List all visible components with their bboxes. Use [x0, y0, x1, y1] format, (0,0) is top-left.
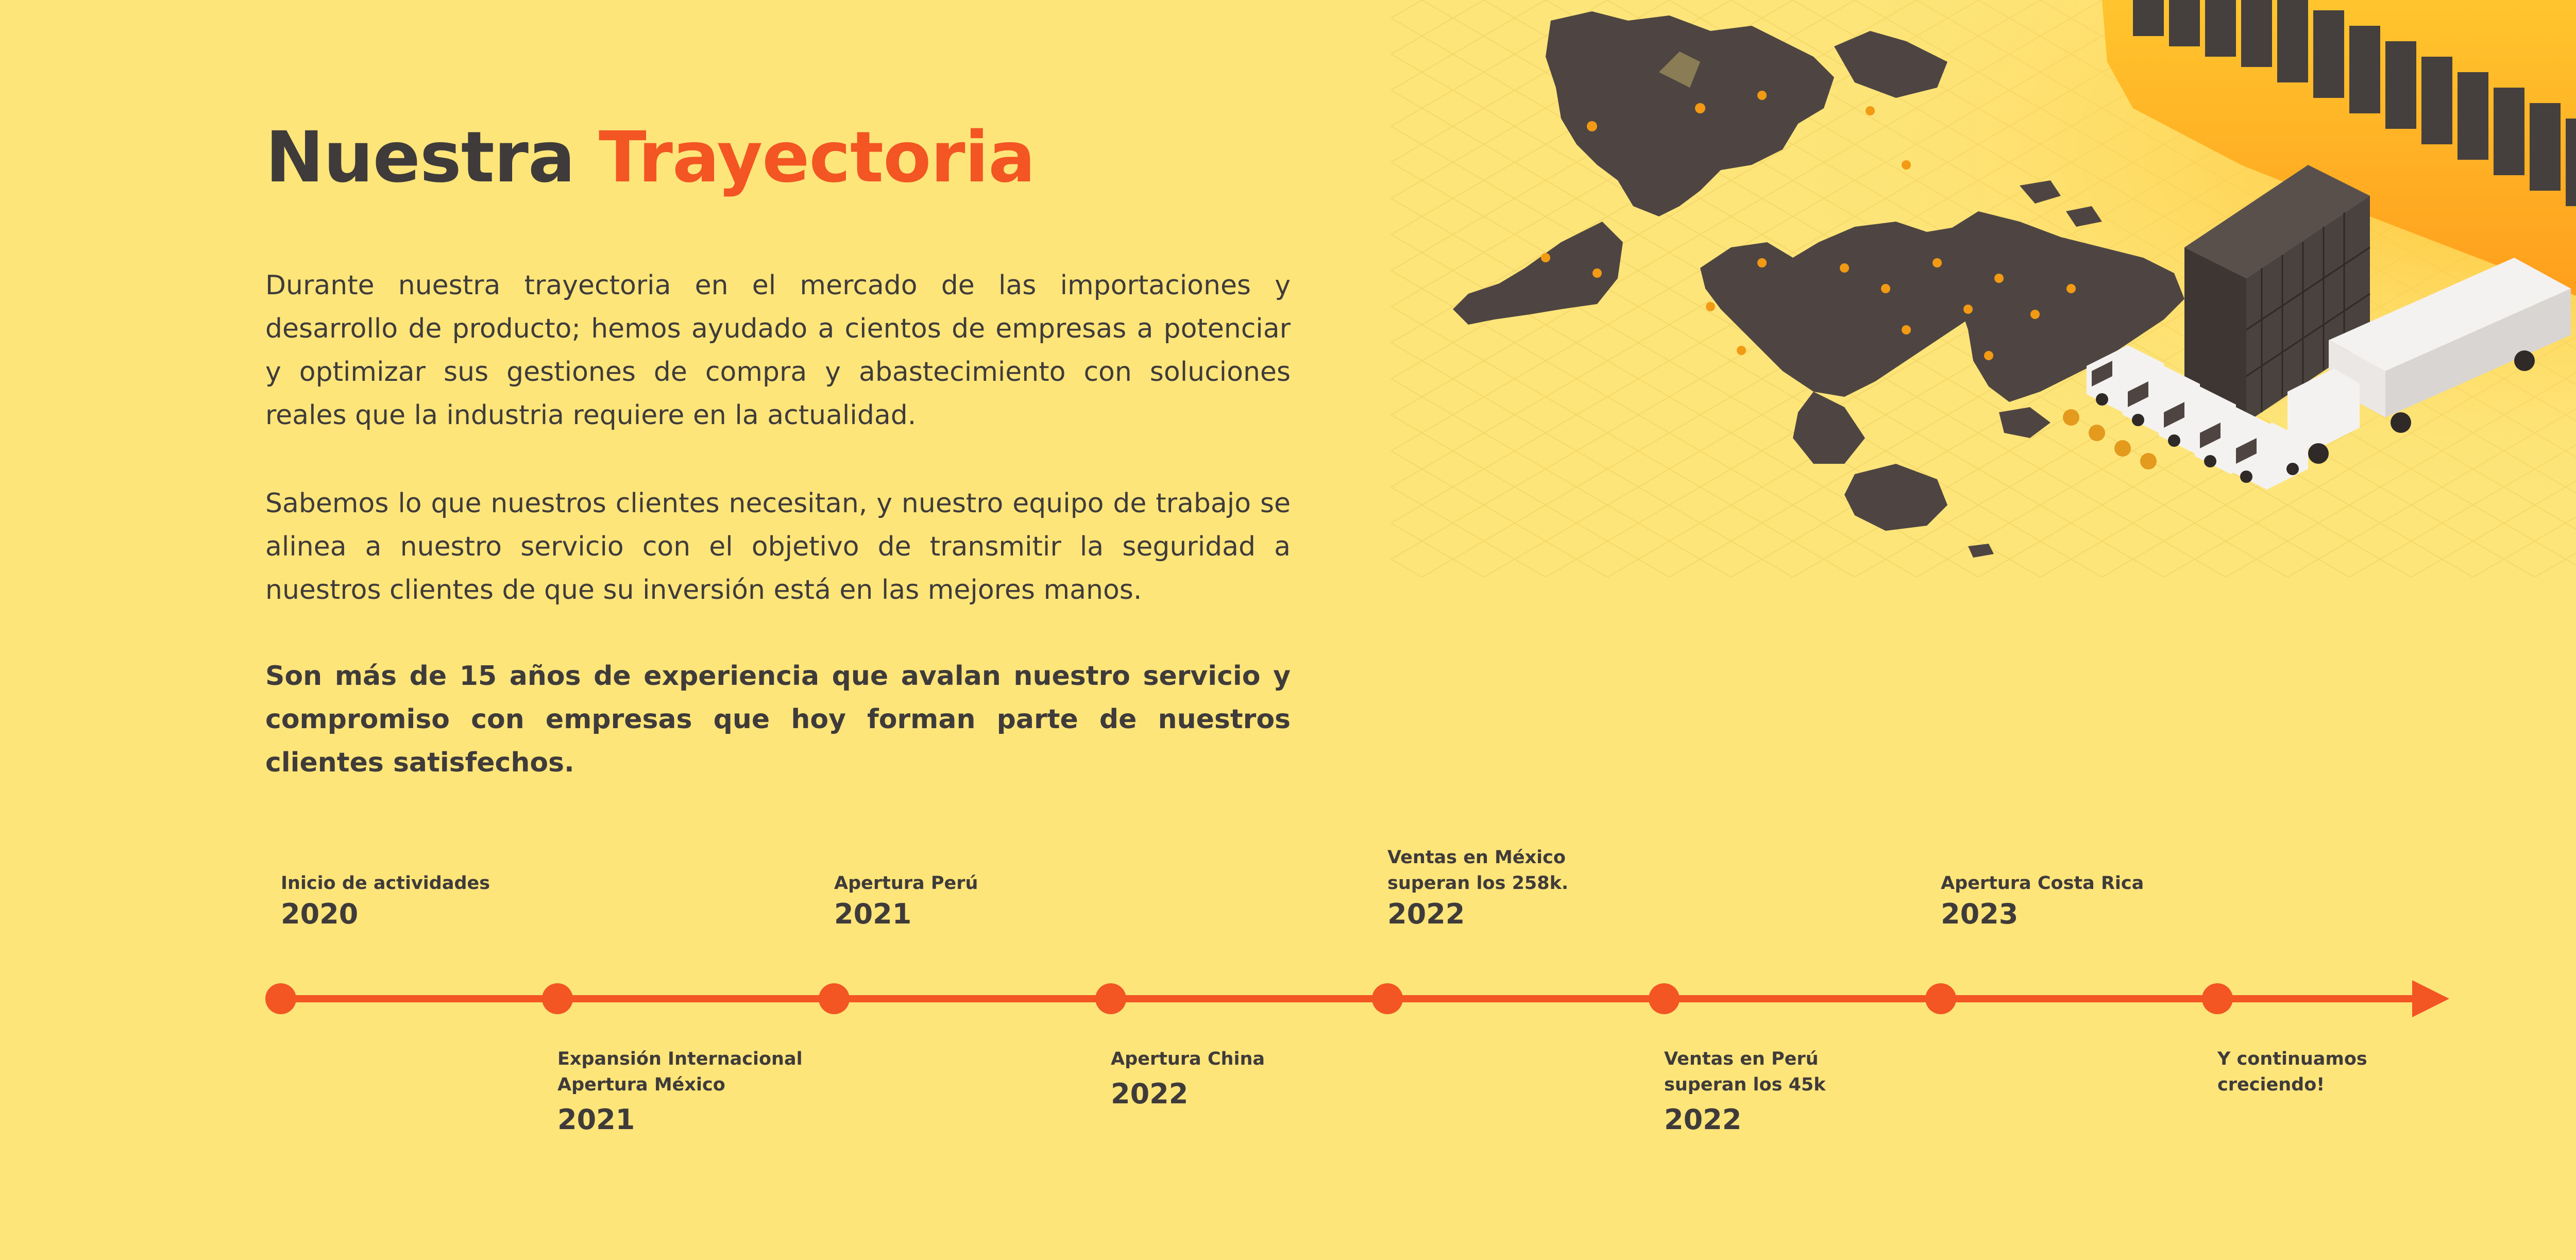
milestone-label: Apertura China [1111, 1049, 1265, 1069]
timeline-dot-4 [1095, 983, 1126, 1014]
milestone-costa-rica [1941, 845, 2144, 956]
timeline-dot-3 [819, 983, 850, 1014]
milestone-label: Ventas en Perú superan los 45k [1664, 1049, 1826, 1095]
milestone-inicio [281, 845, 490, 956]
milestone-label: Expansión Internacional Apertura México [557, 1049, 803, 1095]
milestone-label: Ventas en México superan los 258k. [1387, 847, 1569, 894]
milestone-expansion [557, 1020, 803, 1162]
timeline-line [281, 995, 2429, 1002]
milestone-continuamos [2217, 1020, 2367, 1098]
logistics-illustration [1391, 0, 2576, 577]
timeline-dot-8 [2202, 983, 2233, 1014]
milestone-ventas-mexico [1387, 819, 1568, 956]
title-part-nuestra: Nuestra [265, 117, 575, 198]
milestone-label: Apertura Costa Rica [1941, 873, 2144, 894]
timeline-dot-1 [265, 983, 296, 1014]
clients-paragraph: Sabemos lo que nuestros clientes necesitan, y nuestro equipo de trabajo se alinea a nuestro servicio con el objetivo de transmitir la seguridad a nuestros clientes de que su inversión está en las mejores manos. [265, 488, 1291, 606]
intro-paragraph: Durante nuestra trayectoria en el mercado de las importaciones y desarrollo de producto; hemos ayudado a cientos de empresas a potenciar y optimizar sus gestiones de compra y abastecimiento con soluciones reales que la industria requiere en la actualidad. [265, 270, 1291, 431]
timeline-dot-2 [542, 983, 573, 1014]
milestone-label: Y continuamos creciendo! [2217, 1049, 2367, 1095]
timeline-arrow-icon [2412, 980, 2449, 1017]
milestone-ventas-peru [1664, 1020, 1826, 1162]
milestone-year: 2023 [1941, 898, 2019, 930]
milestone-year: 2021 [557, 1103, 635, 1136]
title-part-trayectoria: Trayectoria [599, 117, 1035, 198]
milestone-year: 2020 [281, 898, 359, 930]
milestone-year: 2022 [1387, 898, 1465, 930]
experience-paragraph: Son más de 15 años de experiencia que avalan nuestro servicio y compromiso con empresas que hoy forman parte de nuestros clientes satisfechos. [265, 661, 1291, 778]
timeline-dot-5 [1372, 983, 1403, 1014]
page-title [265, 116, 1035, 200]
timeline-dot-6 [1649, 983, 1680, 1014]
milestone-year: 2021 [834, 898, 912, 930]
timeline-dot-7 [1925, 983, 1956, 1014]
milestone-label: Apertura Perú [834, 873, 978, 894]
milestone-year: 2022 [1111, 1078, 1189, 1110]
milestone-label: Inicio de actividades [281, 873, 490, 894]
milestone-peru [834, 845, 978, 956]
milestone-year: 2022 [1664, 1103, 1742, 1136]
milestone-china [1111, 1020, 1265, 1136]
